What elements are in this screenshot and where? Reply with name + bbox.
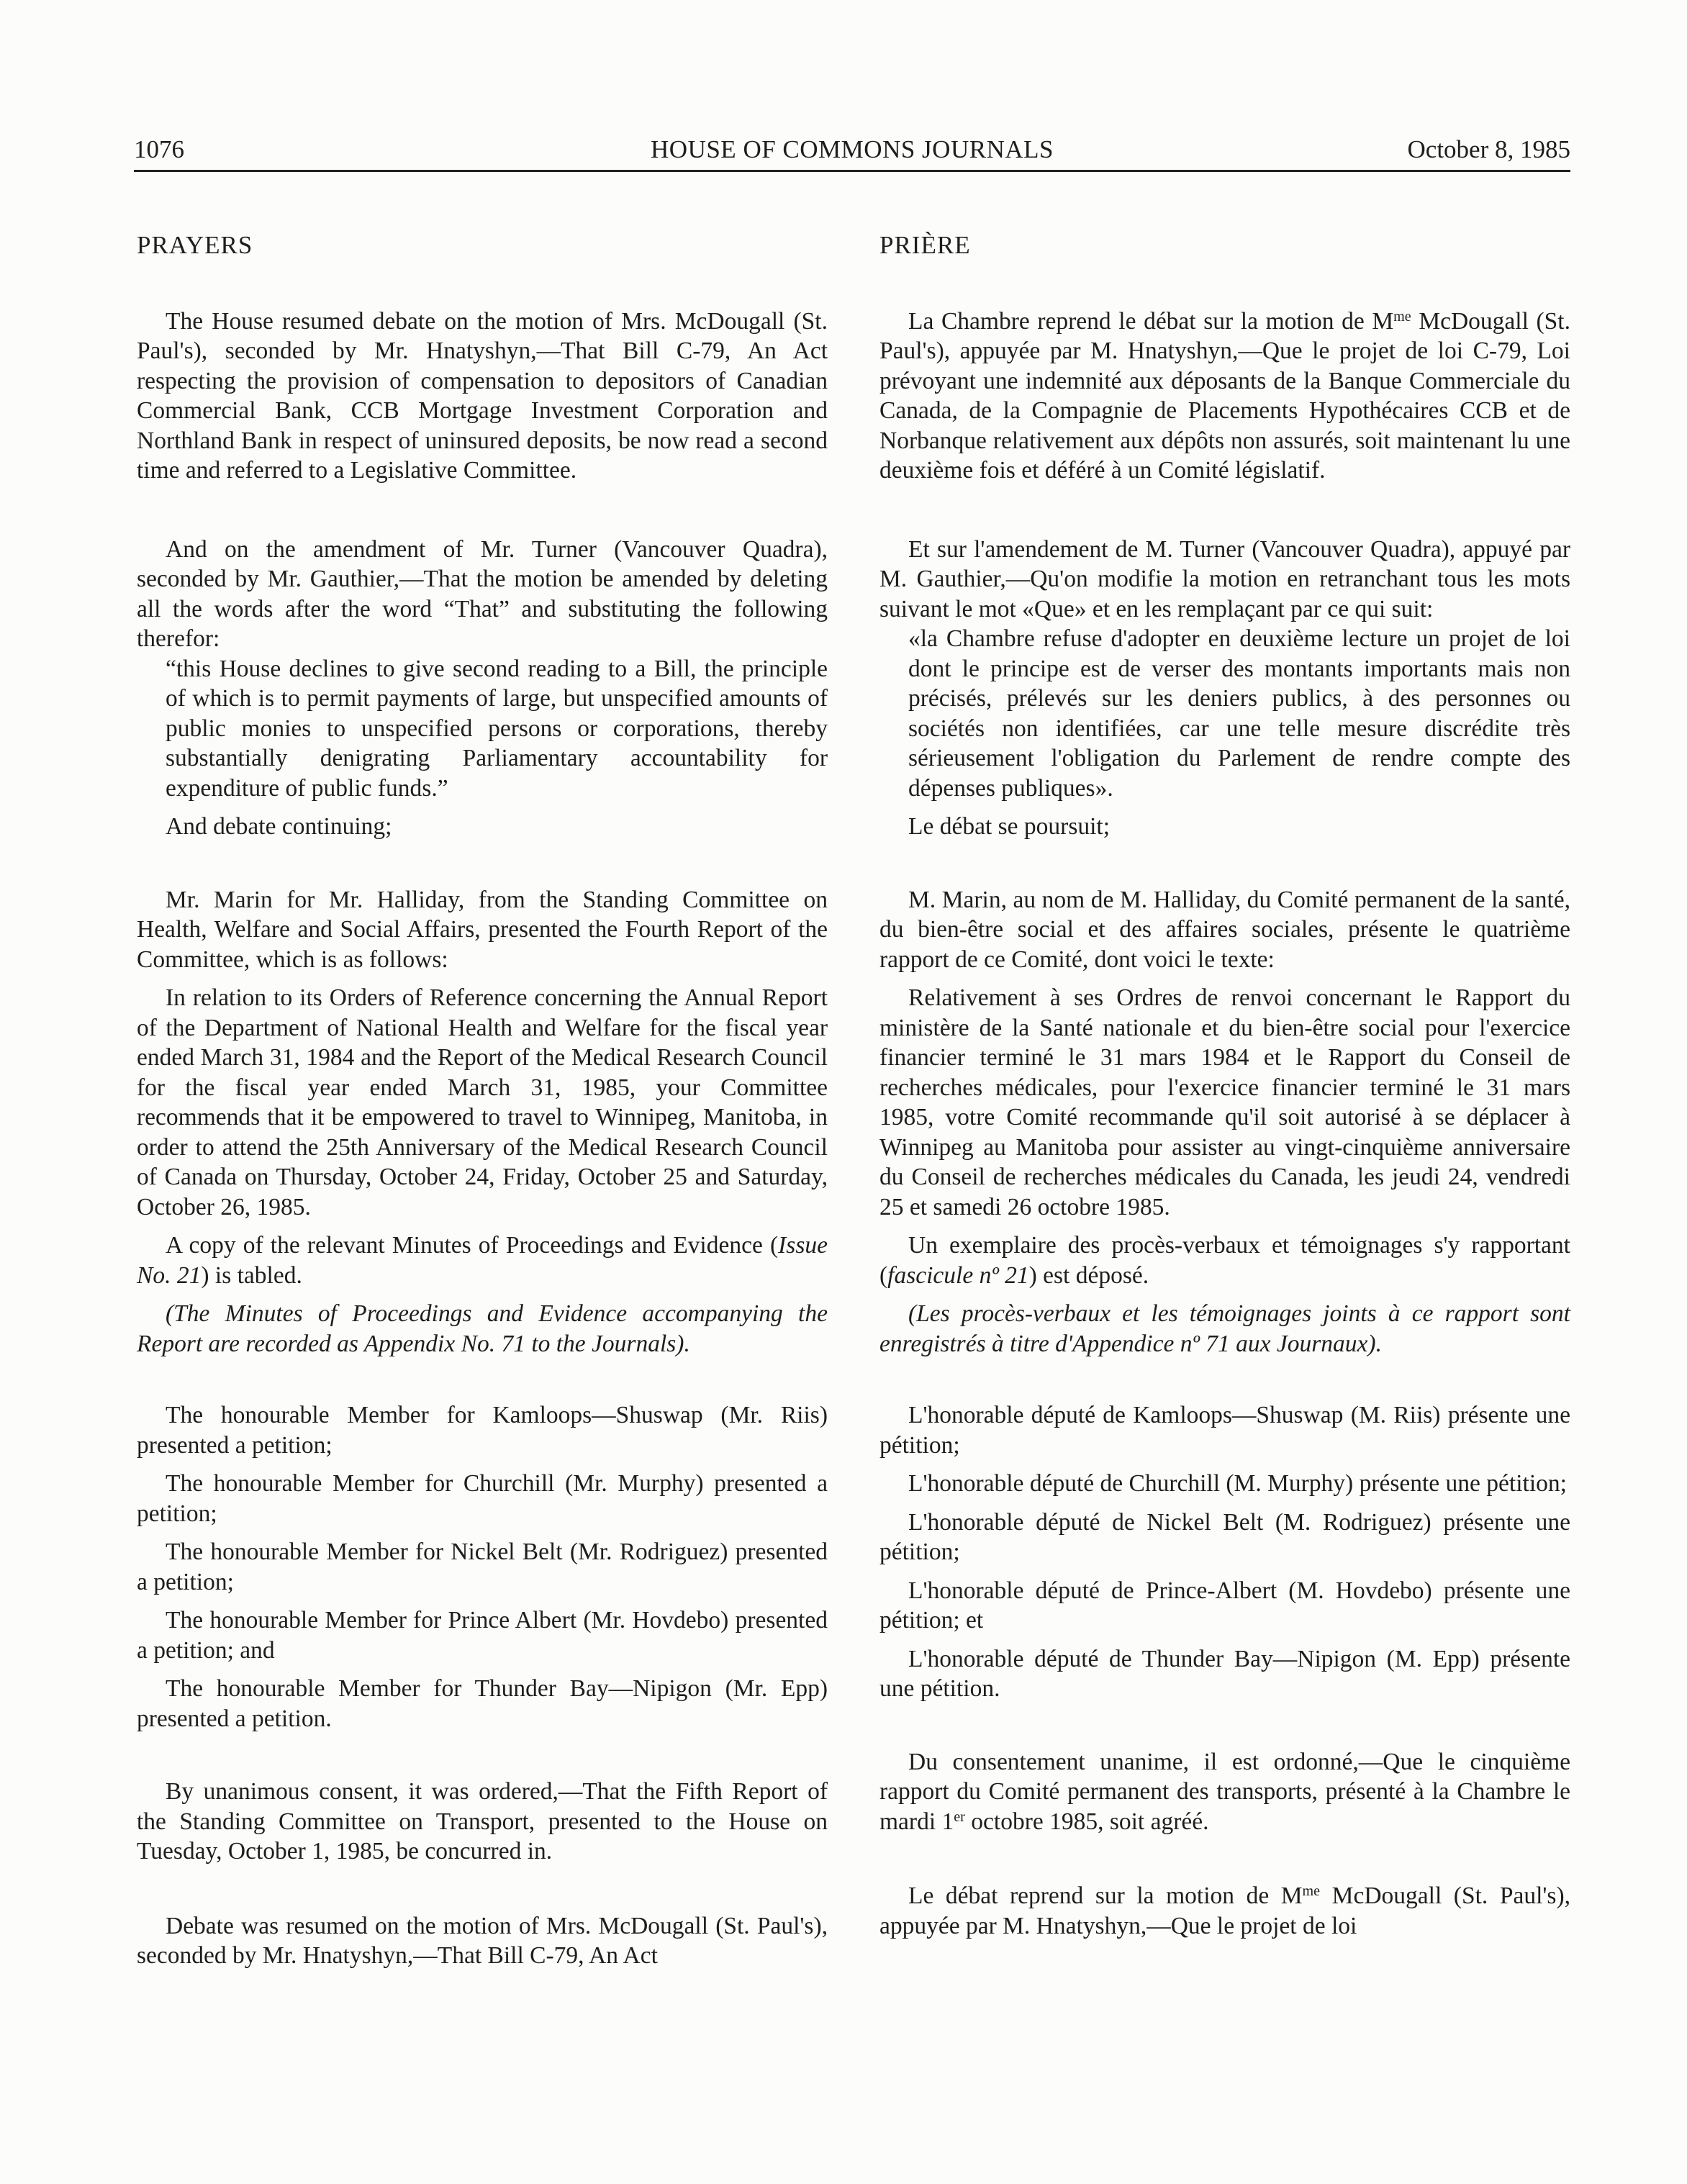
section-heading-priere: PRIÈRE — [879, 231, 971, 259]
motion-paragraph: La Chambre reprend le débat sur la motion de $M^{me}$ McDougall (St. Paul's), appuyée par M. Hnatyshyn,—Que le projet de loi C-79, Loi prévoyant une indemnité aux déposants de la Banque Commerciale du Canada, de la Compagnie de Placements Hypothécaires CCB et de Norbanque relativement aux dépôts non assurés, soit maintenant lu une deuxième fois et déféré à un Comité législatif. — [879, 307, 1570, 484]
petition-item: L'honorable député de Kamloops—Shuswap (M. Riis) présente une pétition; — [879, 1402, 1570, 1459]
petition-item: L'honorable député de Thunder Bay—Nipigon (M. Epp) présente une pétition. — [879, 1645, 1570, 1702]
amendment-quote: “this House declines to give second reading to a Bill, the principle of which is to permit payments of large, but unspecified amounts of public monies to unspecified persons or corporations, thereby substantially denigrating Parliamentary accountability for expenditure of public funds.” — [166, 655, 828, 802]
journal-date: October 8, 1985 — [1407, 135, 1570, 163]
petition-item: The honourable Member for Prince Albert (Mr. Hovdebo) presented a petition; and — [137, 1607, 828, 1664]
petition-item: L'honorable député de Churchill (M. Murphy) présente une pétition; — [908, 1470, 1567, 1497]
unanimous-consent: By unanimous consent, it was ordered,—That the Fifth Report of the Standing Committee on Transport, presented to the House on Tuesday, October 1, 1985, be concurred in. — [137, 1778, 828, 1864]
committee-report-text: In relation to its Orders of Reference concerning the Annual Report of the Department of National Health and Welfare for the fiscal year ended March 31, 1984 and the Report of the Medical Research Council for the fiscal year ended March 31, 1985, your Committee recommends that it be empowered to travel to Winnipeg, Manitoba, in order to attend the 25th Anniversary of the Medical Research Council of Canada on Thursday, October 24, Friday, October 25 and Saturday, October 26, 1985. — [137, 984, 828, 1220]
unanimous-consent: Du consentement unanime, il est ordonné,—Que le cinquième rapport du Comité permanent des transports, présenté à la Chambre le mardi 1er octobre 1985, soit agréé. — [879, 1748, 1570, 1835]
committee-report-intro: Mr. Marin for Mr. Halliday, from the Standing Committee on Health, Welfare and Social Affairs, presented the Fourth Report of the Committee, which is as follows: — [137, 886, 828, 973]
petition-item: The honourable Member for Churchill (Mr. Murphy) presented a petition; — [137, 1470, 828, 1527]
page-header — [134, 130, 1570, 172]
motion-paragraph: The House resumed debate on the motion of Mrs. McDougall (St. Paul's), seconded by Mr. Hnatyshyn,—That Bill C-79, An Act respecting the provision of compensation to depositors of Canadian Commercial Bank, CCB Mortgage Investment Corporation and Northland Bank in respect of uninsured deposits, be now read a second time and referred to a Legislative Committee. — [137, 307, 828, 484]
petition-item: L'honorable député de Nickel Belt (M. Rodriguez) présente une pétition; — [879, 1508, 1570, 1565]
minutes-appendix-note: (Les procès-verbaux et les témoignages joints à ce rapport sont enregistrés à titre d'Appendice nº 71 aux Journaux). — [879, 1300, 1570, 1357]
petition-item: L'honorable député de Prince-Albert (M. Hovdebo) présente une pétition; et — [879, 1577, 1570, 1634]
debate-resumed: Le débat reprend sur la motion de $M^{me}$ McDougall (St. Paul's), appuyée par M. Hnatyshyn,—Que le projet de loi — [879, 1882, 1570, 1939]
minutes-tabled: A copy of the relevant Minutes of Proceedings and Evidence (Issue No. 21) is tabled. — [137, 1232, 828, 1289]
section-heading-prayers: PRAYERS — [137, 231, 253, 259]
journal-title: HOUSE OF COMMONS JOURNALS — [651, 135, 1054, 163]
debate-resumed: Debate was resumed on the motion of Mrs. McDougall (St. Paul's), seconded by Mr. Hnatyshyn,—That Bill C-79, An Act — [137, 1912, 828, 1969]
english-column — [137, 230, 828, 1971]
french-column — [879, 230, 1570, 1941]
petition-item: The honourable Member for Kamloops—Shuswap (Mr. Riis) presented a petition; — [137, 1402, 828, 1459]
petition-item: The honourable Member for Thunder Bay—Nipigon (Mr. Epp) presented a petition. — [137, 1675, 828, 1732]
committee-report-text: Relativement à ses Ordres de renvoi concernant le Rapport du ministère de la Santé nationale et du bien-être social pour l'exercice financier terminé le 31 mars 1984 et le Rapport du Conseil de recherches médicales, pour l'exercice financier terminé le 31 mars 1985, votre Comité recommande qu'il soit autorisé à se déplacer à Winnipeg au Manitoba pour assister au vingt-cinquième anniversaire du Conseil de recherches médicales du Canada, les jeudi 24, vendredi 25 et samedi 26 octobre 1985. — [879, 984, 1570, 1220]
debate-continuing: And debate continuing; — [166, 813, 392, 840]
minutes-tabled: Un exemplaire des procès-verbaux et témoignages s'y rapportant (fascicule nº 21) est déposé. — [879, 1232, 1570, 1289]
amendment-paragraph: Et sur l'amendement de M. Turner (Vancouver Quadra), appuyé par M. Gauthier,—Qu'on modifie la motion en retranchant tous les mots suivant le mot «Que» et en les remplaçant par ce qui suit: — [879, 535, 1570, 622]
amendment-paragraph: And on the amendment of Mr. Turner (Vancouver Quadra), seconded by Mr. Gauthier,—That the motion be amended by deleting all the words after the word “That” and substituting the following therefor: — [137, 535, 828, 652]
petition-item: The honourable Member for Nickel Belt (Mr. Rodriguez) presented a petition; — [137, 1539, 828, 1595]
minutes-appendix-note: (The Minutes of Proceedings and Evidence accompanying the Report are recorded as Appendix No. 71 to the Journals). — [137, 1300, 828, 1357]
amendment-quote: «la Chambre refuse d'adopter en deuxième lecture un projet de loi dont le principe est de verser des montants importants mais non précisés, prélevés sur les deniers publics, à des personnes ou sociétés non identifiées, car une telle mesure discrédite très sérieusement l'obligation du Parlement de rendre compte des dépenses publiques». — [908, 625, 1570, 802]
committee-report-intro: M. Marin, au nom de M. Halliday, du Comité permanent de la santé, du bien-être social et des affaires sociales, présente le quatrième rapport de ce Comité, dont voici le texte: — [879, 886, 1570, 973]
debate-continuing: Le débat se poursuit; — [908, 813, 1111, 840]
page-number: 1076 — [134, 135, 184, 163]
